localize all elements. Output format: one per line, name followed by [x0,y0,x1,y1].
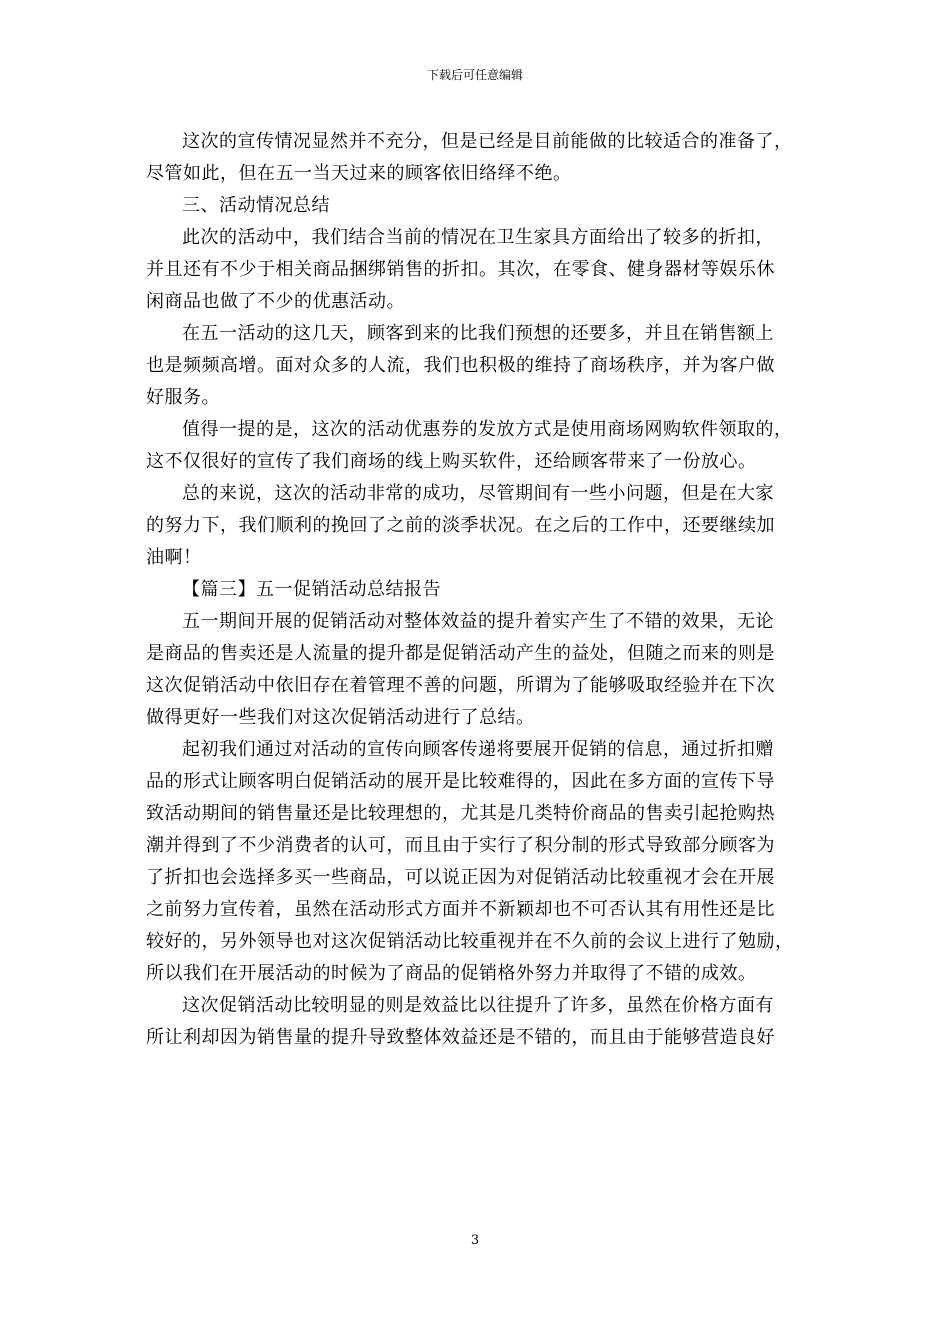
text-line: 总的来说，这次的活动非常的成功，尽管期间有一些小问题，但是在大家 [182,483,774,504]
text-line: 油啊！ [146,547,202,568]
text-line: 这次促销活动中依旧存在着管理不善的问题，所谓为了能够吸取经验并在下次 [146,675,775,696]
page-number: 3 [470,1233,480,1248]
text-line: 做得更好一些我们对这次促销活动进行了总结。 [146,707,535,728]
text-line: 之前努力宣传着，虽然在活动形式方面并不新颖却也不可否认其有用性还是比 [146,899,775,920]
text-line: 是商品的售卖还是人流量的提升都是促销活动产生的益处，但随之而来的则是 [146,643,775,664]
text-line: 所以我们在开展活动的时候为了商品的促销格外努力并取得了不错的成效。 [146,963,757,984]
text-line: 的努力下，我们顺利的挽回了之前的淡季状况。在之后的工作中，还要继续加 [146,515,775,536]
text-line: 了折扣也会选择多买一些商品，可以说正因为对促销活动比较重视才会在开展 [146,867,775,888]
text-line: 潮并得到了不少消费者的认可，而且由于实行了积分制的形式导致部分顾客为 [146,835,775,856]
text-line: 此次的活动中，我们结合当前的情况在卫生家具方面给出了较多的折扣， [182,227,774,248]
text-line: 五一期间开展的促销活动对整体效益的提升着实产生了不错的效果，无论 [182,611,774,632]
text-line: 这不仅很好的宣传了我们商场的线上购买软件，还给顾客带来了一份放心。 [146,451,757,472]
text-line: 也是频频高增。面对众多的人流，我们也积极的维持了商场秩序，并为客户做 [146,355,775,376]
text-line: 这次促销活动比较明显的则是效益比以往提升了许多，虽然在价格方面有 [182,995,774,1016]
text-line: 闲商品也做了不少的优惠活动。 [146,291,405,312]
text-line: 这次的宣传情况显然并不充分，但是已经是目前能做的比较适合的准备了， [182,131,793,152]
text-line: 在五一活动的这几天，顾客到来的比我们预想的还要多，并且在销售额上 [182,323,774,344]
text-line: 致活动期间的销售量还是比较理想的，尤其是几类特价商品的售卖引起抢购热 [146,803,775,824]
text-line: 并且还有不少于相关商品捆绑销售的折扣。其次，在零食、健身器材等娱乐休 [146,259,775,280]
text-line: 【篇三】五一促销活动总结报告 [182,579,441,600]
text-line: 尽管如此，但在五一当天过来的顾客依旧络绎不绝。 [146,163,572,184]
text-line: 值得一提的是，这次的活动优惠券的发放方式是使用商场网购软件领取的， [182,419,793,440]
text-line: 较好的，另外领导也对这次促销活动比较重视并在不久前的会议上进行了勉励， [146,931,794,952]
text-line: 起初我们通过对活动的宣传向顾客传递将要展开促销的信息，通过折扣赠 [182,739,774,760]
text-line: 三、活动情况总结 [182,195,330,216]
body-text [146,126,832,1054]
text-line: 好服务。 [146,387,220,408]
text-line: 品的形式让顾客明白促销活动的展开是比较难得的，因此在多方面的宣传下导 [146,771,775,792]
text-line: 所让利却因为销售量的提升导致整体效益还是不错的，而且由于能够营造良好 [146,1027,775,1048]
page-header: 下载后可任意编辑 [426,68,523,82]
